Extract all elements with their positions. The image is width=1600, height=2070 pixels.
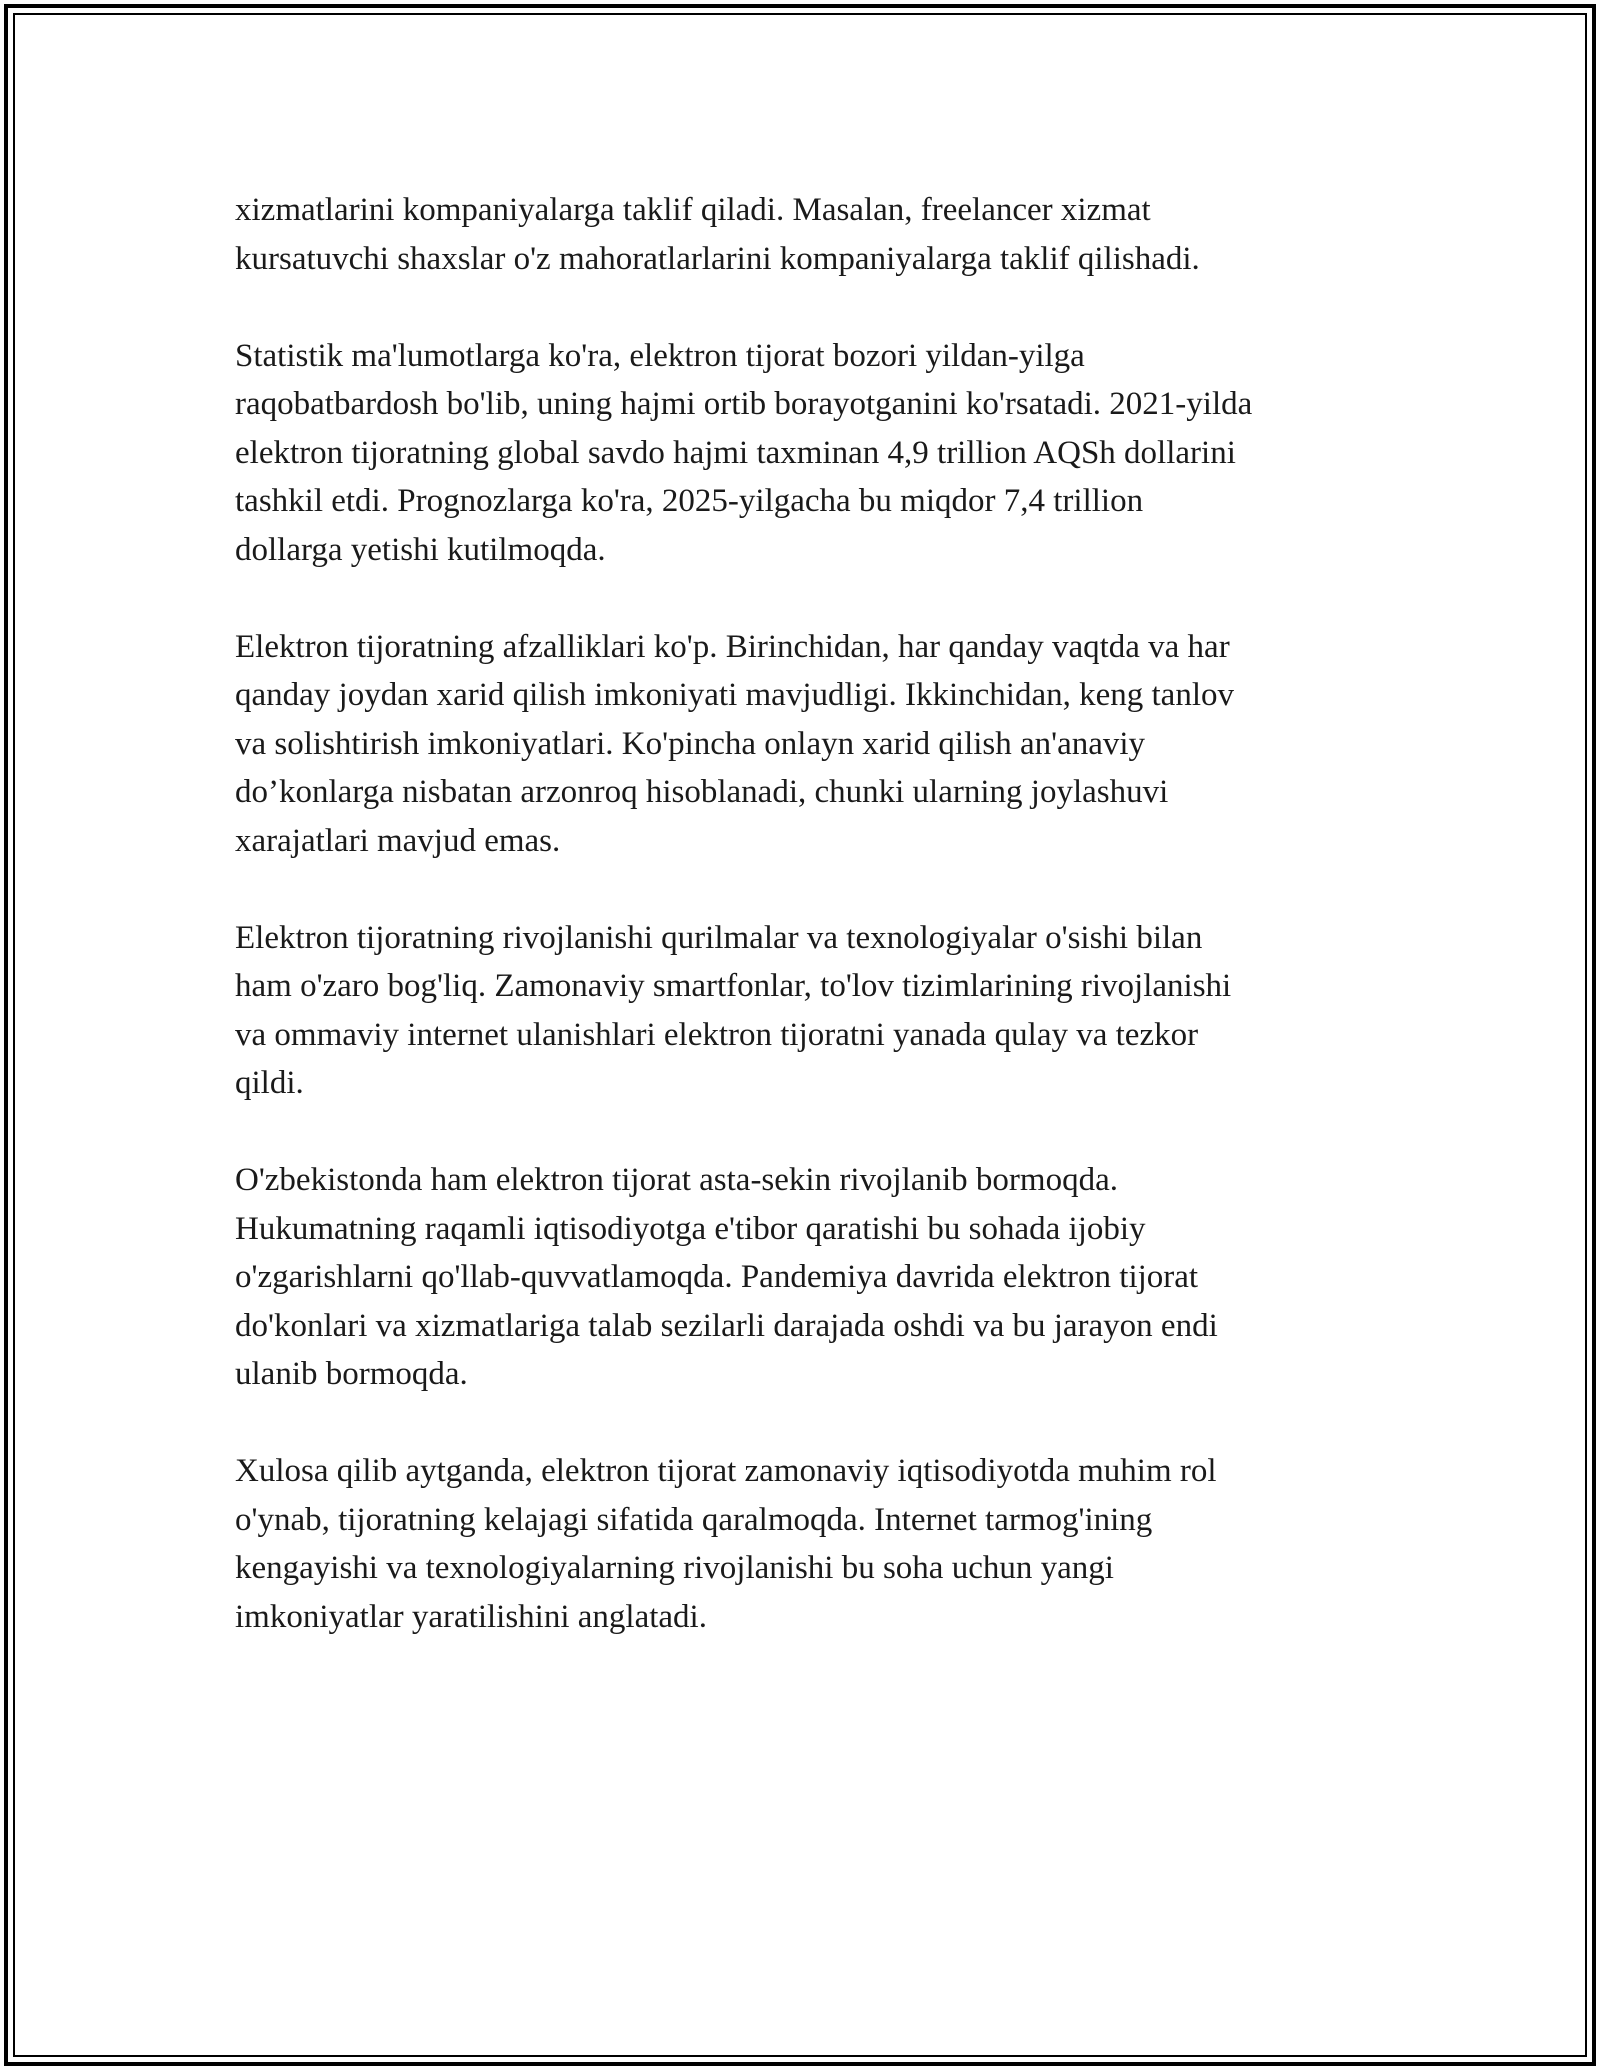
- text-line: Hukumatning raqamli iqtisodiyotga e'tibor qaratishi bu sohada ijobiy: [235, 1210, 1146, 1247]
- text-line: kursatuvchi shaxslar o'z mahoratlarlarini kompaniyalarga taklif qilishadi.: [235, 240, 1200, 277]
- paragraph: [235, 332, 1385, 575]
- text-line: kengayishi va texnologiyalarning rivojlanishi bu soha uchun yangi: [235, 1550, 1114, 1586]
- text-line: o'ynab, tijoratning kelajagi sifatida qaralmoqda. Internet tarmog'ining: [235, 1501, 1153, 1538]
- paragraph: [235, 1156, 1385, 1399]
- text-line: raqobatbardosh bo'lib, uning hajmi ortib borayotganini ko'rsatadi. 2021-yilda: [235, 386, 1253, 422]
- text-line: Elektron tijoratning afzalliklari ko'p. Birinchidan, har qanday vaqtda va har: [235, 628, 1230, 665]
- text-line: ham o'zaro bog'liq. Zamonaviy smartfonlar, to'lov tizimlarining rivojlanishi: [235, 968, 1232, 1004]
- text-line: va ommaviy internet ulanishlari elektron tijoratni yanada qulay va tezkor: [235, 1016, 1199, 1053]
- text-line: qanday joydan xarid qilish imkoniyati mavjudligi. Ikkinchidan, keng tanlov: [235, 677, 1234, 713]
- text-line: elektron tijoratning global savdo hajmi taxminan 4,9 trillion AQSh dollarini: [235, 434, 1236, 471]
- text-line: qildi.: [235, 1065, 304, 1101]
- paragraph: [235, 186, 1385, 283]
- text-line: tashkil etdi. Prognozlarga ko'ra, 2025-yilgacha bu miqdor 7,4 trillion: [235, 483, 1144, 519]
- text-line: xarajatlari mavjud emas.: [235, 822, 561, 859]
- text-line: o'zgarishlarni qo'llab-quvvatlamoqda. Pandemiya davrida elektron tijorat: [235, 1259, 1199, 1295]
- text-line: va solishtirish imkoniyatlari. Ko'pincha onlayn xarid qilish an'anaviy: [235, 725, 1146, 762]
- paragraph: [235, 914, 1385, 1108]
- text-line: Statistik ma'lumotlarga ko'ra, elektron tijorat bozori yildan-yilga: [235, 337, 1085, 374]
- paragraph: [235, 1447, 1385, 1641]
- text-line: O'zbekistonda ham elektron tijorat asta-sekin rivojlanib bormoqda.: [235, 1162, 1118, 1198]
- text-line: ulanib bormoqda.: [235, 1356, 468, 1392]
- document-body: [235, 186, 1385, 1690]
- text-line: do'konlari va xizmatlariga talab sezilarli darajada oshdi va bu jarayon endi: [235, 1307, 1218, 1344]
- text-line: do’konlarga nisbatan arzonroq hisoblanadi, chunki ularning joylashuvi: [235, 774, 1169, 810]
- text-line: dollarga yetishi kutilmoqda.: [235, 531, 606, 568]
- text-line: imkoniyatlar yaratilishini anglatadi.: [235, 1598, 707, 1635]
- text-line: Xulosa qilib aytganda, elektron tijorat zamonaviy iqtisodiyotda muhim rol: [235, 1453, 1217, 1489]
- paragraph: [235, 623, 1385, 866]
- text-line: Elektron tijoratning rivojlanishi qurilmalar va texnologiyalar o'sishi bilan: [235, 919, 1203, 956]
- text-line: xizmatlarini kompaniyalarga taklif qiladi. Masalan, freelancer xizmat: [235, 192, 1151, 228]
